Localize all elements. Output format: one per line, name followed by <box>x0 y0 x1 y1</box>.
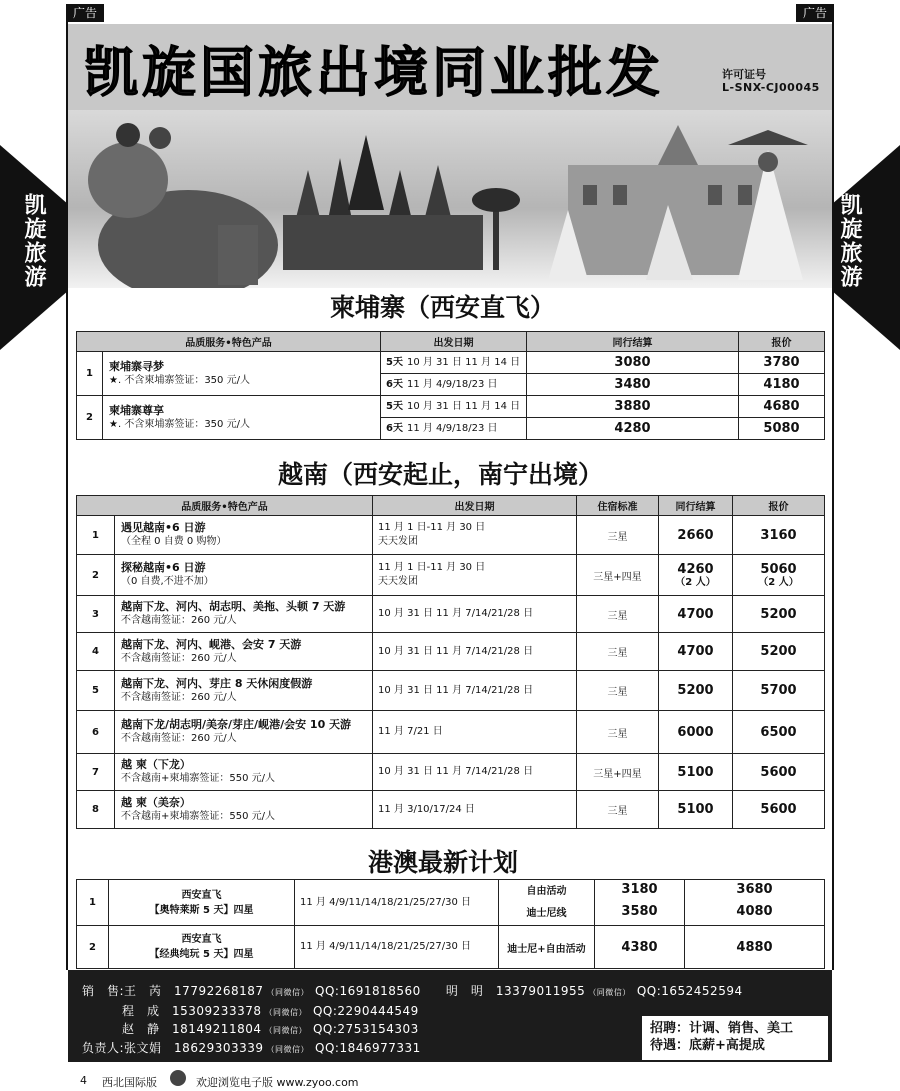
net-price: 4380 <box>595 926 685 969</box>
date-text: 11 月 4/9/11/14/18/21/25/27/30 日 <box>295 880 499 926</box>
quote-price: 5600 <box>733 754 825 791</box>
side-text-left: 凯旋旅游 <box>21 193 46 289</box>
side-text-right: 凯旋旅游 <box>837 193 862 289</box>
product-name: 柬埔寨尊享 <box>109 403 164 417</box>
days: 5天 <box>386 356 403 368</box>
date-text: 11 月 7/21 日 <box>373 711 577 754</box>
date-cell <box>373 555 577 596</box>
net-price: 3880 <box>527 396 739 418</box>
recruit-positions: 招聘：计调、销售、美工 <box>650 1021 794 1036</box>
date-text: 11 月 3/10/17/24 日 <box>373 791 577 829</box>
row-number: 1 <box>77 516 115 555</box>
hotel-standard: 三星 <box>577 791 659 829</box>
sales-contact-2: 明 明 13379011955 <box>445 984 586 998</box>
row-number: 5 <box>77 671 115 711</box>
quote-price: 3680 <box>685 880 825 899</box>
contact-line-3 <box>122 1020 419 1037</box>
date-cell <box>381 418 527 440</box>
quote-price-sub: （2 人） <box>758 576 799 588</box>
date-text: 10 月 31 日 11 月 7/14/21/28 日 <box>373 754 577 791</box>
product-note: （全程 0 自费 0 购物） <box>121 536 227 547</box>
quote-price: 4680 <box>739 396 825 418</box>
publication-logo-icon <box>170 1070 186 1086</box>
option-label: 迪士尼+自由活动 <box>499 926 595 969</box>
manager-contact: 负责人:张文娟 18629303339 <box>82 1041 264 1055</box>
date-text: 10 月 31 日 11 月 7/14/21/28 日 <box>373 671 577 711</box>
qq-number: QQ:2753154303 <box>312 1022 419 1036</box>
net-price: 2660 <box>659 516 733 555</box>
product-name: 越南下龙、河内、胡志明、美拖、头顿 7 天游 <box>121 600 346 613</box>
quote-price: 5200 <box>733 596 825 633</box>
product-name: 越南下龙/胡志明/美奈/芽庄/岘港/会安 10 天游 <box>121 718 352 731</box>
quote-price: 5600 <box>733 791 825 829</box>
product-note: （0 自费,不进不加） <box>121 576 214 587</box>
sales-contact-1: 销 售:王 芮 17792268187 <box>82 984 264 998</box>
date-text: 11 月 4/9/18/23 日 <box>406 378 498 390</box>
hotel-standard: 三星+四星 <box>577 555 659 596</box>
quote-price: 4880 <box>685 926 825 969</box>
hkmacau-table <box>76 879 825 969</box>
product-name: 越南下龙、河内、芽庄 8 天休闲度假游 <box>121 676 313 690</box>
row-number: 2 <box>77 926 109 969</box>
recruit-benefits: 待遇：底薪+高提成 <box>650 1038 765 1053</box>
date-text: 11 月 1 日-11 月 30 日 <box>378 562 486 573</box>
table-row <box>77 633 825 671</box>
net-price: 3180 <box>595 880 685 899</box>
quote-price: 4080 <box>685 899 825 926</box>
product-name-2: 【奥特莱斯 5 天】四星 <box>149 904 254 916</box>
recruit-box <box>642 1016 828 1060</box>
product-note: 不含越南签证：260 元/人 <box>121 691 237 703</box>
row-number: 1 <box>77 352 103 396</box>
product-name: 柬埔寨寻梦 <box>109 359 164 373</box>
days: 5天 <box>386 400 403 412</box>
table-row <box>77 596 825 633</box>
license-label: 许可证号 <box>722 68 766 81</box>
row-number: 2 <box>77 396 103 440</box>
net-price: 3080 <box>527 352 739 374</box>
product-note: 不含越南+柬埔寨签证：550 元/人 <box>121 810 276 822</box>
row-number: 2 <box>77 555 115 596</box>
row-number: 3 <box>77 596 115 633</box>
net-price: 3580 <box>595 899 685 926</box>
header-date: 出发日期 <box>373 496 577 516</box>
hotel-standard: 三星 <box>577 516 659 555</box>
ad-tag-left: 广告 <box>66 4 104 22</box>
product-name: 西安直飞 <box>181 934 222 945</box>
days: 6天 <box>386 422 403 434</box>
product-cell <box>115 754 373 791</box>
row-number: 6 <box>77 711 115 754</box>
header-product: 品质服务•特色产品 <box>77 332 381 352</box>
qq-number: QQ:1652452594 <box>636 984 743 998</box>
product-cell <box>115 711 373 754</box>
date-cell <box>381 374 527 396</box>
vietnam-title: 越南（西安起止，南宁出境） <box>278 460 604 489</box>
sales-contact-3: 程 成 15309233378 <box>122 1004 262 1018</box>
net-price: 4280 <box>527 418 739 440</box>
date-text-2: 天天发团 <box>378 576 418 587</box>
edition-name: 西北国际版 <box>102 1076 157 1089</box>
page-number: 4 <box>80 1074 87 1087</box>
date-text: 10 月 31 日 11 月 7/14/21/28 日 <box>373 596 577 633</box>
date-text: 11 月 4/9/18/23 日 <box>406 422 498 434</box>
quote-price: 3160 <box>733 516 825 555</box>
vietnam-table <box>76 495 825 829</box>
contact-line-2 <box>122 1002 419 1019</box>
cambodia-table <box>76 331 825 440</box>
date-text: 10 月 31 日 11 月 14 日 <box>406 400 521 412</box>
option-label: 自由活动 <box>499 880 595 899</box>
qq-number: QQ:1846977331 <box>315 1041 421 1055</box>
date-cell <box>381 352 527 374</box>
date-text: 11 月 4/9/11/14/18/21/25/27/30 日 <box>295 926 499 969</box>
contact-line-1 <box>82 982 743 999</box>
row-number: 1 <box>77 880 109 926</box>
vietnam-header-row <box>77 496 825 516</box>
qq-number: QQ:2290444549 <box>312 1004 419 1018</box>
hotel-standard: 三星 <box>577 671 659 711</box>
product-cell <box>115 596 373 633</box>
net-price: 5100 <box>659 791 733 829</box>
date-cell <box>381 396 527 418</box>
product-note: ★. 不含柬埔寨签证：350 元/人 <box>109 374 250 386</box>
wechat-note: （同微信） <box>588 988 631 997</box>
license-number: L-SNX-CJ00045 <box>722 81 820 94</box>
product-note: 不含越南+柬埔寨签证：550 元/人 <box>121 773 276 784</box>
header-net: 同行结算 <box>527 332 739 352</box>
product-name: 越南下龙、河内、岘港、会安 7 天游 <box>121 637 302 651</box>
product-cell <box>115 516 373 555</box>
sales-contact-4: 赵 静 18149211804 <box>122 1022 262 1036</box>
quote-price: 5060 <box>760 561 797 577</box>
net-price: 3480 <box>527 374 739 396</box>
row-number: 8 <box>77 791 115 829</box>
header-product: 品质服务•特色产品 <box>77 496 373 516</box>
days: 6天 <box>386 378 403 390</box>
row-number: 7 <box>77 754 115 791</box>
quote-price: 5080 <box>739 418 825 440</box>
product-note: 不含越南签证：260 元/人 <box>121 733 237 744</box>
product-name: 西安直飞 <box>181 889 222 901</box>
hkmacau-title: 港澳最新计划 <box>368 848 519 877</box>
net-price-cell <box>659 555 733 596</box>
quote-price-cell <box>733 555 825 596</box>
product-note: ★. 不含柬埔寨签证：350 元/人 <box>109 418 250 430</box>
net-price: 6000 <box>659 711 733 754</box>
cambodia-title: 柬埔寨（西安直飞） <box>330 293 556 322</box>
quote-price: 5700 <box>733 671 825 711</box>
hotel-standard: 三星 <box>577 633 659 671</box>
ad-tag-right: 广告 <box>796 4 834 22</box>
header-price: 报价 <box>739 332 825 352</box>
product-cell <box>109 926 295 969</box>
product-cell <box>109 880 295 926</box>
table-row <box>77 396 825 418</box>
product-cell <box>103 396 381 440</box>
quote-price: 6500 <box>733 711 825 754</box>
row-number: 4 <box>77 633 115 671</box>
product-note: 不含越南签证：260 元/人 <box>121 615 237 626</box>
quote-price: 3780 <box>739 352 825 374</box>
net-price: 5100 <box>659 754 733 791</box>
date-text: 10 月 31 日 11 月 7/14/21/28 日 <box>373 633 577 671</box>
hotel-standard: 三星+四星 <box>577 754 659 791</box>
header-date: 出发日期 <box>381 332 527 352</box>
hotel-standard: 三星 <box>577 596 659 633</box>
net-price: 5200 <box>659 671 733 711</box>
net-price: 4700 <box>659 633 733 671</box>
option-label: 迪士尼线 <box>499 899 595 926</box>
product-name: 遇见越南•6 日游 <box>121 521 206 534</box>
wechat-note: （同微信） <box>266 1045 310 1054</box>
header-hotel: 住宿标准 <box>577 496 659 516</box>
net-price: 4700 <box>659 596 733 633</box>
product-name-2: 【经典纯玩 5 天】四星 <box>149 949 254 960</box>
qq-number: QQ:1691818560 <box>315 984 421 998</box>
table-row <box>77 555 825 596</box>
table-row <box>77 671 825 711</box>
product-name: 越 柬（下龙） <box>121 758 191 771</box>
product-cell <box>103 352 381 396</box>
table-row <box>77 352 825 374</box>
contact-line-4 <box>82 1039 421 1056</box>
net-price: 4260 <box>677 561 714 577</box>
banner-photo <box>68 110 832 288</box>
product-note: 不含越南签证：260 元/人 <box>121 652 237 664</box>
cambodia-header-row <box>77 332 825 352</box>
table-row <box>77 711 825 754</box>
product-name: 探秘越南•6 日游 <box>121 561 206 574</box>
product-name: 越 柬（美奈） <box>121 795 191 809</box>
header-price: 报价 <box>733 496 825 516</box>
footer <box>0 1064 900 1091</box>
net-price-sub: （2 人） <box>675 576 716 588</box>
wechat-note: （同微信） <box>264 1008 307 1017</box>
table-row <box>77 754 825 791</box>
date-text: 10 月 31 日 11 月 14 日 <box>406 356 521 368</box>
date-text: 11 月 1 日-11 月 30 日 <box>378 522 486 533</box>
quote-price: 4180 <box>739 374 825 396</box>
header-net: 同行结算 <box>659 496 733 516</box>
photo-illustration <box>68 110 832 288</box>
hotel-standard: 三星 <box>577 711 659 754</box>
quote-price: 5200 <box>733 633 825 671</box>
table-row <box>77 791 825 829</box>
date-cell <box>373 516 577 555</box>
table-row <box>77 926 825 969</box>
product-cell <box>115 671 373 711</box>
product-cell <box>115 633 373 671</box>
product-cell <box>115 791 373 829</box>
table-row <box>77 880 825 899</box>
wechat-note: （同微信） <box>266 988 310 997</box>
date-text-2: 天天发团 <box>378 536 418 547</box>
website-link[interactable]: 欢迎浏览电子版 www.zyoo.com <box>196 1076 359 1089</box>
contact-block <box>68 970 832 1062</box>
wechat-note: （同微信） <box>264 1026 307 1035</box>
banner-title: 凯旋国旅出境同业批发 <box>84 41 664 104</box>
table-row <box>77 516 825 555</box>
product-cell <box>115 555 373 596</box>
